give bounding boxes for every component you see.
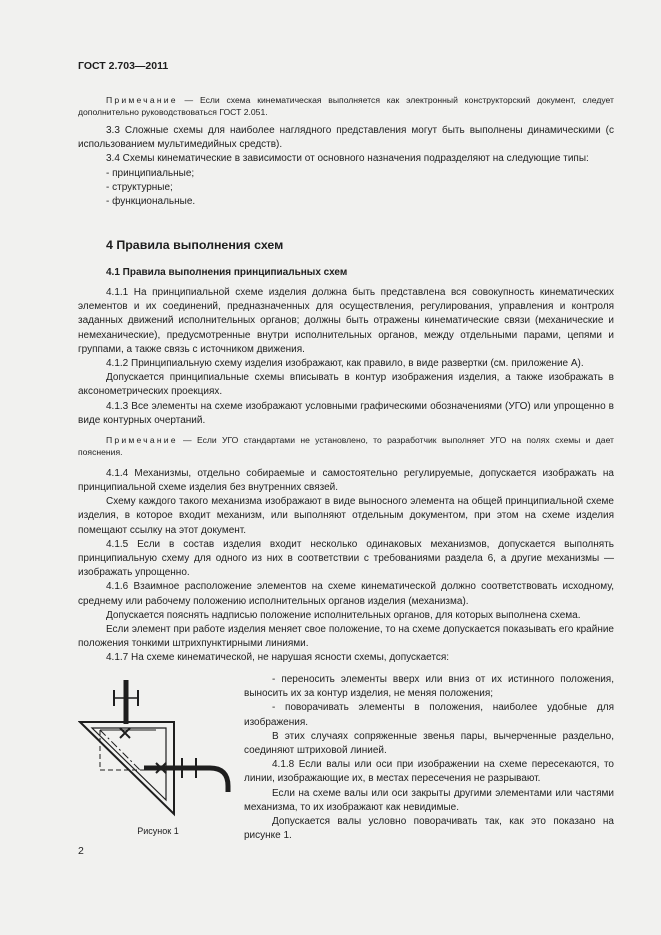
note-text: — Если УГО стандартами не установлено, то разработчик выполняет УГО на полях схемы и дает пояснения. (78, 435, 614, 458)
wrap-paragraph: - переносить элементы вверх или вниз от их истинного положения, выносить их за контур изделия, не меняя положения; (244, 674, 614, 700)
paragraph-4-1-6b: Допускается пояснять надписью положение исполнительных органов, для которых выполнена схема. (106, 609, 581, 621)
paragraph-3-4: 3.4 Схемы кинематические в зависимости от основного назначения подразделяют на следующие типы: (106, 153, 589, 165)
wrap-paragraph: Если на схеме валы или оси закрыты другими элементами или частями механизма, то их изображают как невидимые. (244, 787, 614, 813)
wrap-paragraph: - поворачивать элементы в положения, наиболее удобные для изображения. (244, 702, 614, 728)
list-item: - структурные; (106, 181, 173, 193)
note-label: Примечание (106, 435, 178, 446)
paragraph-4-1-7: 4.1.7 На схеме кинематической, не нарушая ясности схемы, допускается: (106, 652, 450, 664)
section-3-paragraphs (78, 124, 614, 209)
paragraph-3-3: 3.3 Сложные схемы для наиболее наглядного представления могут быть выполнены динамическими (с использованием мультимедийных средств). (78, 125, 614, 151)
shaft-bend (210, 768, 228, 792)
paragraph-4-1-3: 4.1.3 Все элементы на схеме изображают условными графическими обозначениями (УГО) или упрощенно в виде контурных очертаний. (78, 400, 614, 426)
paragraph-4-1-6: 4.1.6 Взаимное расположение элементов на схеме кинематической должно соответствовать исходному, среднему или рабочему положению исполнительных органов изделия (механизма). (78, 581, 614, 607)
subsection-4-1-heading (78, 267, 614, 278)
paragraph-4-1-4: 4.1.4 Механизмы, отдельно собираемые и самостоятельно регулируемые, допускается изображать на принципиальной схеме изделия без внутренних связей. (78, 467, 614, 494)
list-item: - функциональные. (106, 196, 196, 208)
figure-1-drawing (78, 678, 238, 838)
note-1 (78, 94, 614, 119)
section-4-body (78, 286, 614, 666)
wrap-paragraph: Допускается валы условно поворачивать так, как это показано на рисунке 1. (244, 816, 614, 842)
wrap-paragraph: В этих случаях сопряженные звенья пары, вычерченные раздельно, соединяют штриховой линией. (244, 730, 614, 757)
axis-line (100, 730, 140, 770)
note-label: Примечание (106, 95, 178, 105)
section-heading: 4 Правила выполнения схем (106, 238, 284, 252)
document-header: ГОСТ 2.703—2011 (78, 60, 169, 72)
paragraph-4-1-2b: Допускается принципиальные схемы вписывать в контур изображения изделия, а также изображать в аксонометрических проекциях. (78, 372, 614, 398)
subsection-heading: 4.1 Правила выполнения принципиальных схем (106, 267, 348, 278)
note-text: — Если схема кинематическая выполняется как электронный конструкторский документ, следует дополнительно руководствоваться ГОСТ 2.051. (78, 95, 614, 118)
page-number: 2 (78, 845, 84, 857)
paragraph-4-1-5: 4.1.5 Если в состав изделия входит несколько одинаковых механизмов, допускается выполнять принципиальную схему для одного из них в соответствии с требованиями раздела 6, а другие механизмы — изображать упрощенно. (78, 538, 614, 579)
paragraph-4-1-8: 4.1.8 Если валы или оси при изображении на схеме пересекаются, то линии, изображающие их, в местах пересечения не разрывают. (244, 759, 614, 785)
figure-caption: Рисунок 1 (137, 826, 179, 836)
paragraph-4-1-2: 4.1.2 Принципиальную схему изделия изображают, как правило, в виде развертки (см. приложение А). (106, 358, 584, 370)
paragraph-4-1-1: 4.1.1 На принципиальной схеме изделия должна быть представлена вся совокупность кинематических элементов и их соединений, предназначенных для осуществления, регулирования, управления и контроля заданных движений исполнительных органов; должны быть отражены кинематические связи (механические и немеханические), предусмотренные внутри исполнительных органов, между отдельными парами, цепями и группами, а также связь с источником движения. (78, 287, 614, 355)
wrapped-text-block (244, 673, 614, 843)
paragraph-4-1-4b: Схему каждого такого механизма изображают в виде выносного элемента на общей принципиальной схеме изделия, в которое входит механизм, или выполняют отдельным документом, при этом на схеме изделия помещают ссылку на этот документ. (78, 496, 614, 536)
types-list (78, 167, 614, 210)
paragraph-4-1-6c: Если элемент при работе изделия меняет свое положение, то на схеме допускается показывать его крайние положения тонкими штрихпунктирными линиями. (78, 624, 614, 650)
list-item: - принципиальные; (106, 167, 195, 179)
bevel-gear-inner (92, 728, 166, 800)
section-4-heading (78, 238, 614, 252)
